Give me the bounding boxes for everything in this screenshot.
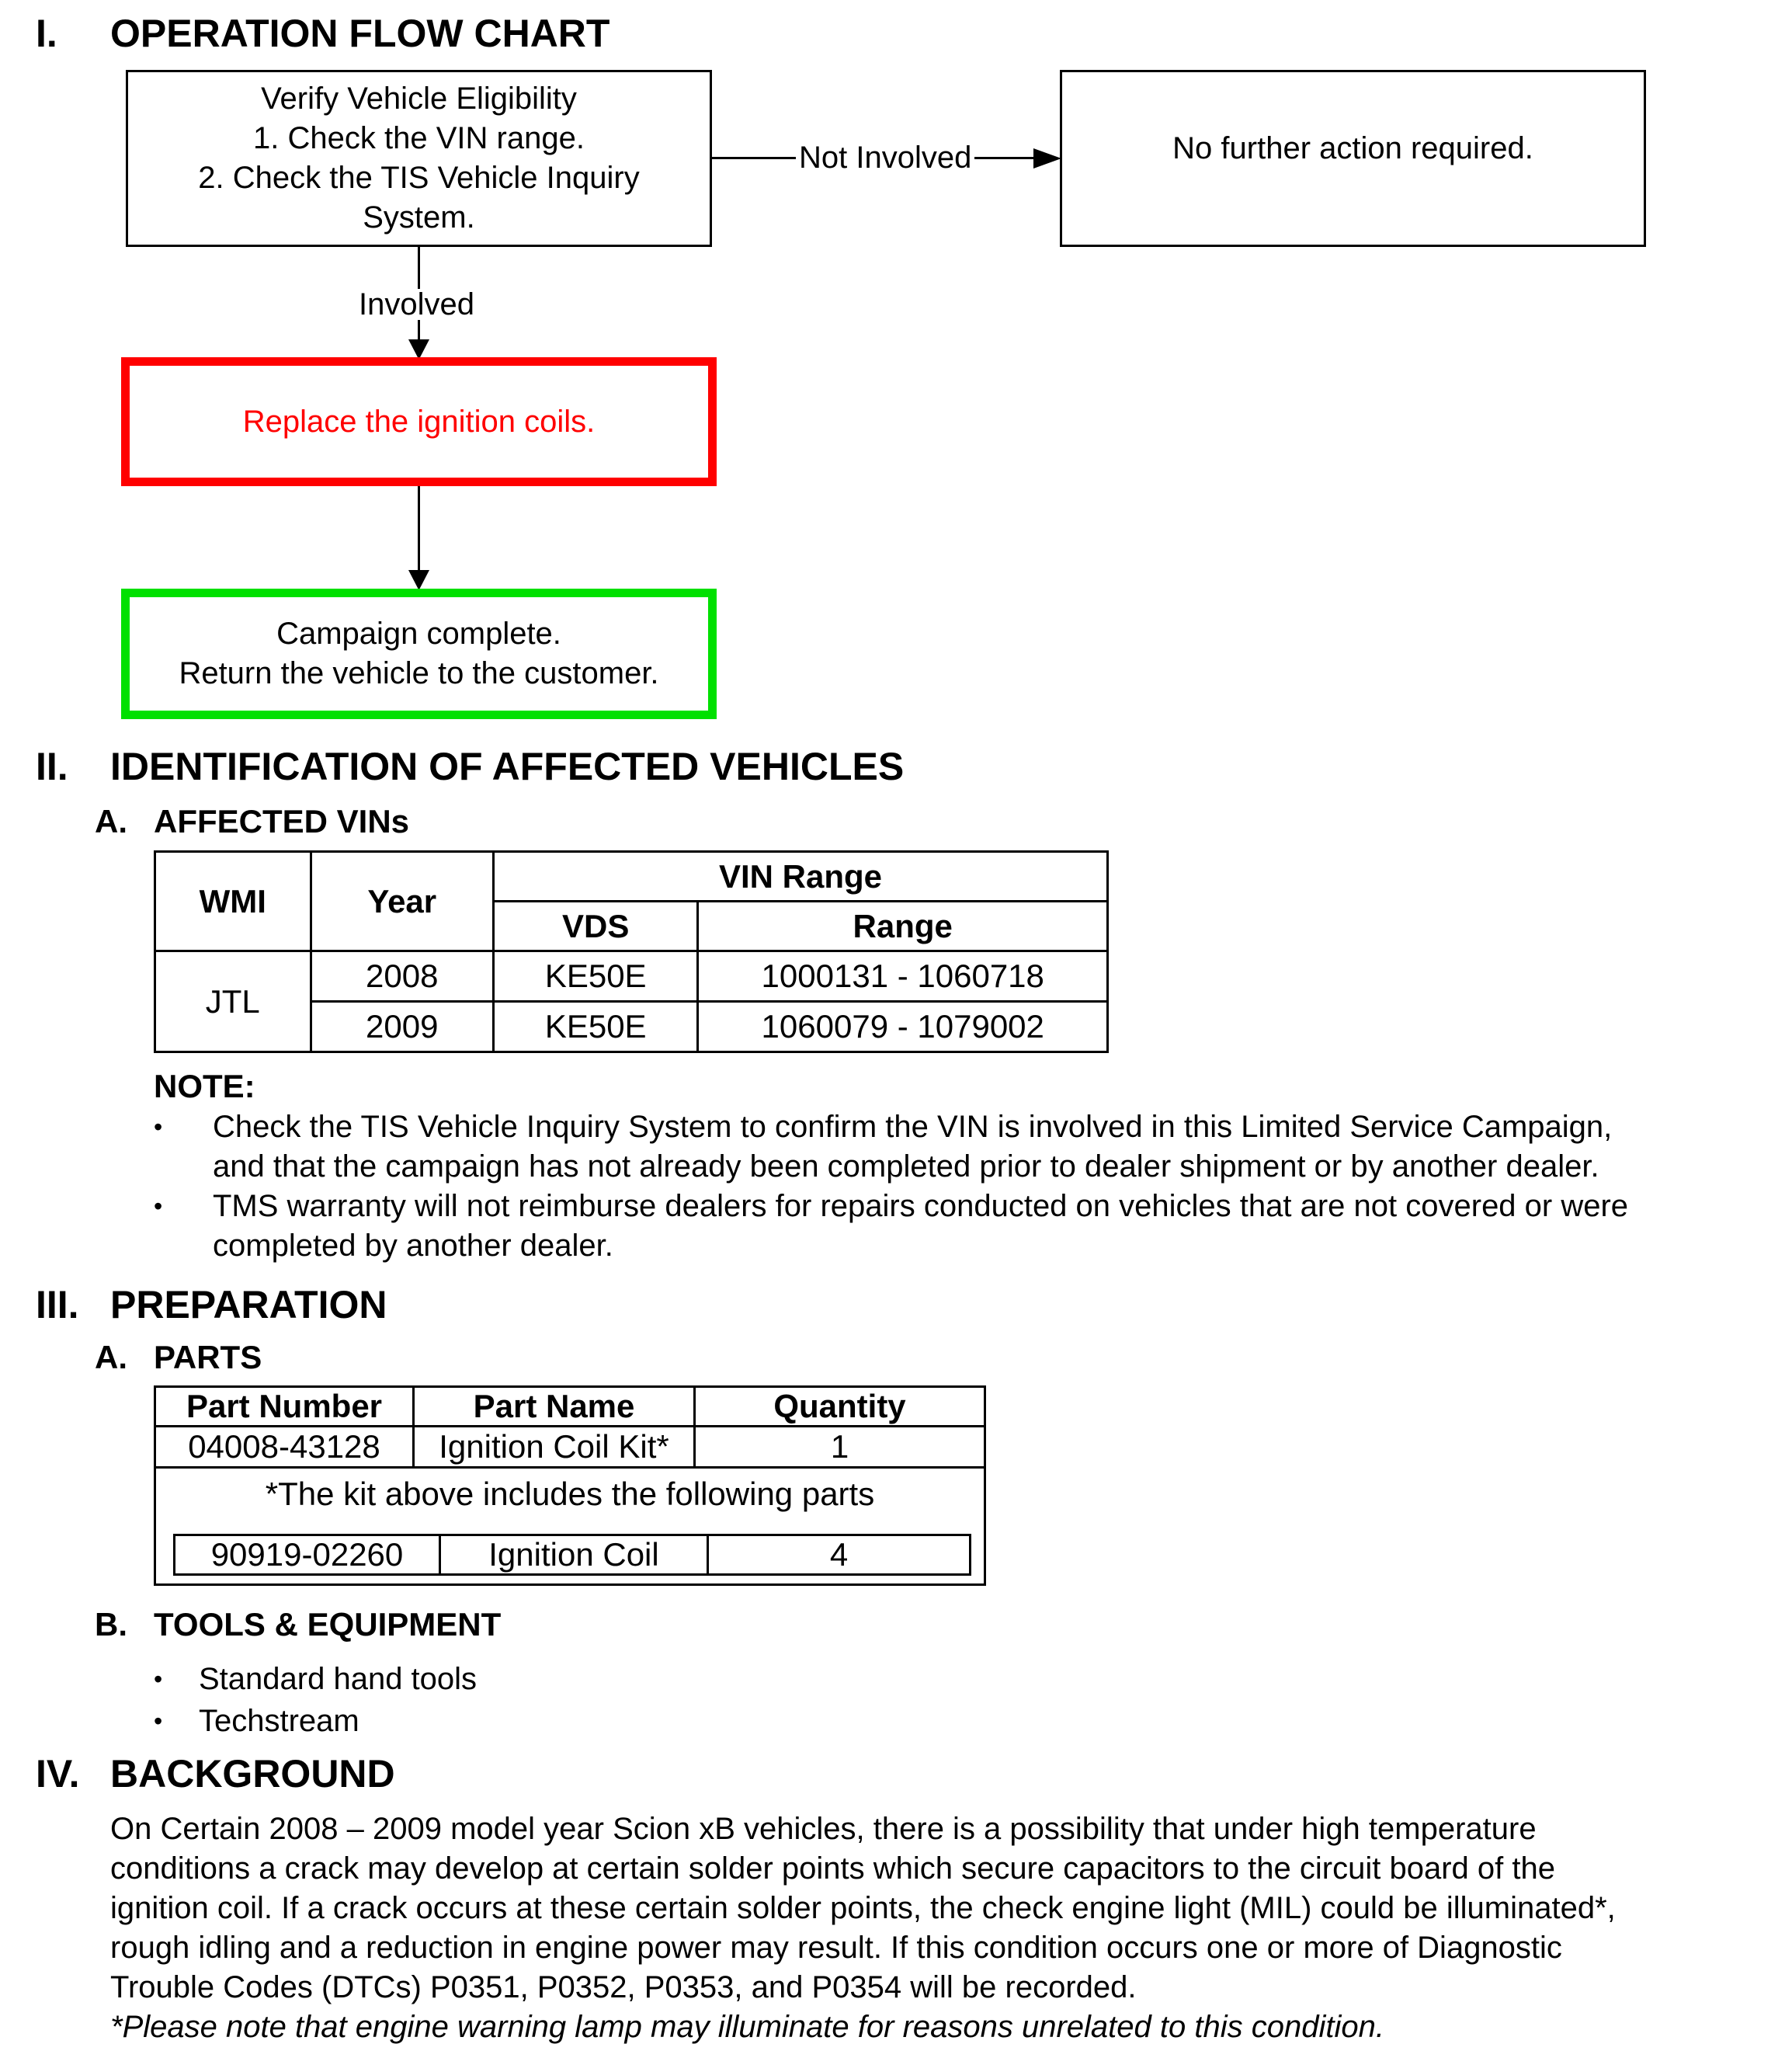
kit-row — [173, 1534, 971, 1576]
vin-cell-range: 1060079 - 1079002 — [698, 1002, 1108, 1052]
vin-table — [154, 850, 1109, 1053]
background-line: ignition coil. If a crack occurs at these certain solder points, the check engine light (MIL) could be illuminated*, — [110, 1891, 1616, 1925]
vin-cell-year: 2009 — [311, 1002, 493, 1052]
tool-item-label: Standard hand tools — [199, 1662, 478, 1696]
flow-no-action-box — [1060, 70, 1646, 247]
table-row — [156, 1427, 984, 1469]
parts-header-cell: Part Name — [415, 1388, 696, 1425]
section-2a-letter: A. — [95, 803, 127, 840]
section-3b-title: TOOLS & EQUIPMENT — [154, 1606, 502, 1643]
parts-header-row — [156, 1388, 984, 1427]
background-footnote: *Please note that engine warning lamp may illuminate for reasons unrelated to this condition. — [110, 2010, 1384, 2044]
vin-header-vds: VDS — [493, 902, 697, 951]
flow-verify-line: System. — [363, 200, 475, 235]
bullet-icon: • — [154, 1707, 163, 1735]
parts-cell-name: Ignition Coil Kit* — [415, 1427, 696, 1466]
background-line: Trouble Codes (DTCs) P0351, P0352, P0353, and P0354 will be recorded. — [110, 1970, 1137, 2004]
flow-complete-line: Return the vehicle to the customer. — [179, 656, 659, 690]
vin-cell-vds: KE50E — [493, 1002, 697, 1052]
parts-cell-quantity: 1 — [830, 1428, 849, 1465]
flow-verify-line: 2. Check the TIS Vehicle Inquiry — [198, 161, 640, 195]
flow-arrow-complete-head — [408, 570, 429, 590]
parts-cell-number: 04008-43128 — [156, 1427, 415, 1466]
list-item — [154, 1700, 853, 1742]
tools-list — [154, 1658, 853, 1742]
section-3b-heading — [95, 1608, 794, 1641]
note-line: completed by another dealer. — [213, 1229, 613, 1263]
background-line: On Certain 2008 – 2009 model year Scion xB vehicles, there is a possibility that under high temperature — [110, 1812, 1537, 1846]
flow-label-not-involved: Not Involved — [796, 142, 974, 173]
section-2-title: IDENTIFICATION OF AFFECTED VEHICLES — [110, 745, 905, 788]
vin-header-wmi: WMI — [155, 852, 311, 951]
tool-item-label: Techstream — [199, 1704, 359, 1738]
flow-verify-box — [126, 70, 712, 247]
list-item — [154, 1107, 1776, 1187]
flow-verify-line: Verify Vehicle Eligibility — [261, 82, 577, 116]
section-2a-heading — [95, 805, 794, 838]
vin-cell-year: 2008 — [311, 951, 493, 1002]
section-1-number: I. — [36, 12, 57, 55]
section-4-number: IV. — [36, 1752, 80, 1795]
vin-header-range: Range — [698, 902, 1108, 951]
table-row — [155, 951, 1108, 1002]
section-2a-title: AFFECTED VINs — [154, 803, 410, 840]
section-1-heading — [36, 14, 812, 53]
section-2-number: II. — [36, 745, 68, 788]
section-3a-title: PARTS — [154, 1339, 262, 1375]
kit-cell-number: 90919-02260 — [175, 1536, 441, 1573]
parts-header-cell: Quantity — [773, 1388, 906, 1424]
flow-verify-line: 1. Check the VIN range. — [253, 121, 585, 155]
flow-complete-line: Campaign complete. — [276, 617, 561, 651]
flow-replace-text: Replace the ignition coils. — [242, 404, 596, 439]
section-1-title: OPERATION FLOW CHART — [110, 12, 610, 55]
section-3a-letter: A. — [95, 1339, 127, 1375]
vin-header-vin-range: VIN Range — [493, 852, 1107, 902]
vin-cell-vds: KE50E — [493, 951, 697, 1002]
section-3a-heading — [95, 1341, 561, 1374]
flow-arrow-not-involved-head — [1033, 148, 1061, 169]
section-3b-letter: B. — [95, 1606, 127, 1643]
section-4-heading — [36, 1754, 812, 1793]
note-line: Check the TIS Vehicle Inquiry System to confirm the VIN is involved in this Limited Service Campaign, — [213, 1110, 1613, 1144]
list-item — [154, 1187, 1776, 1266]
section-3-number: III. — [36, 1283, 79, 1326]
vin-cell-range: 1000131 - 1060718 — [698, 951, 1108, 1002]
background-line: conditions a crack may develop at certain solder points which secure capacitors to the circuit board of the — [110, 1851, 1555, 1886]
flow-complete-box — [121, 589, 717, 719]
note-label: NOTE: — [154, 1068, 255, 1104]
kit-cell-quantity: 4 — [829, 1536, 849, 1573]
flow-label-involved: Involved — [359, 287, 474, 322]
section-4-title: BACKGROUND — [110, 1752, 395, 1795]
kit-note: *The kit above includes the following parts — [265, 1476, 875, 1512]
background-line: rough idling and a reduction in engine power may result. If this condition occurs one or more of Diagnostic — [110, 1931, 1562, 1965]
bullet-icon: • — [154, 1113, 163, 1141]
parts-header-cell: Part Number — [156, 1388, 415, 1425]
vin-cell-wmi: JTL — [155, 951, 311, 1052]
section-3-title: PREPARATION — [110, 1283, 387, 1326]
bullet-icon: • — [154, 1192, 163, 1220]
note-line: TMS warranty will not reimburse dealers for repairs conducted on vehicles that are not covered or were — [213, 1189, 1629, 1223]
note-line: and that the campaign has not already been completed prior to dealer shipment or by another dealer. — [213, 1149, 1599, 1184]
section-3-heading — [36, 1285, 812, 1324]
flow-no-action-text: No further action required. — [1172, 130, 1533, 165]
vin-header-year: Year — [311, 852, 493, 951]
note-list — [154, 1107, 1776, 1266]
parts-table — [154, 1385, 986, 1586]
section-2-heading — [36, 747, 1200, 786]
background-paragraph — [110, 1809, 1787, 2047]
kit-cell-name: Ignition Coil — [441, 1536, 709, 1573]
flow-replace-box — [121, 357, 717, 486]
bullet-icon: • — [154, 1665, 163, 1693]
list-item — [154, 1658, 853, 1700]
